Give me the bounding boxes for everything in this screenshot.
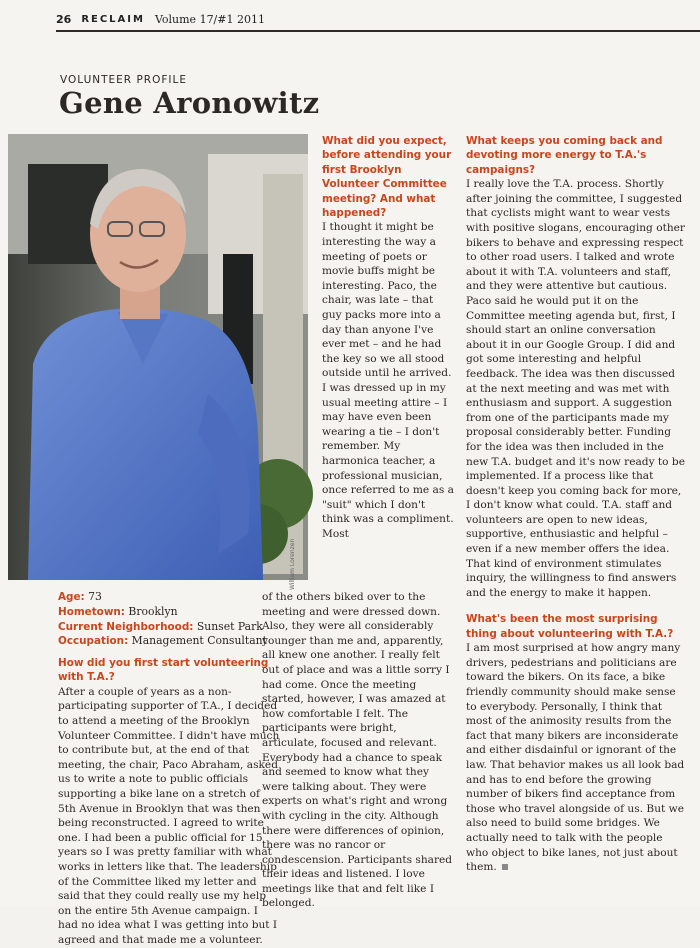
page-number: 26 — [56, 12, 72, 26]
question-1: How did you first start volunteering with T.A.? — [58, 657, 269, 684]
fact-hometown: Hometown: Brooklyn — [58, 604, 178, 618]
running-header — [56, 9, 700, 29]
column-1 — [58, 656, 280, 946]
fact-occupation: Occupation: Management Consultant — [58, 634, 267, 648]
portrait-illustration — [8, 134, 308, 580]
issue-info: Volume 17/#1 2011 — [154, 12, 265, 26]
column-2-top — [322, 134, 454, 588]
answer-1: After a couple of years as a non-participating supporter of T.A., I decided to attend a meeting of the Brooklyn Volunteer Committee. I didn't have much to contribute but, at the end of that meeting, the chair, Paco Abraham, asked us to write a note to public officials supporting a bike lane on a stretch of 5th Avenue in Brooklyn that was then being reconstructed. I agreed to write one. I had been a public official for 15 years so I was pretty familiar with what works in letters like that. The leadership of the Committee liked my letter and said that they could really use my help on the entire 5th Avenue campaign. I had no idea what I was getting into but I agreed and that made me a volunteer. — [58, 685, 280, 946]
header-rule — [56, 30, 700, 32]
column-2-bottom — [262, 590, 454, 910]
question-4: What's been the most surprising thing about volunteering with T.A.? — [466, 613, 674, 640]
page-title: Gene Aronowitz — [59, 86, 320, 120]
magazine-name: RECLAIM — [81, 13, 145, 25]
fact-age: Age: 73 — [58, 590, 102, 603]
answer-3: I really love the T.A. process. Shortly after joining the committee, I suggested that cyclists might want to wear vests with positive slogans, encouraging other bikers to behave and expressing respect to other road users. I talked and wrote about it with T.A. volunteers and staff, and they were attentive but cautious. Paco said he would put it on the Committee meeting agenda but, first, I should start an online conversation about it in our Google Group. I did and got some interesting and helpful feedback. The idea was then discussed at the next meeting and was met with enthusiasm and support. A suggestion from one of the participants made my proposal considerably better. Funding for the idea was then included in the new T.A. budget and it's now ready to be implemented. If a process like that doesn't keep you coming back for more, I don't know what could. T.A. staff and volunteers are open to new ideas, supportive, enthusiastic and helpful – even if a new member offers the idea. That kind of environment stimulates inquiry, the willingness to find answers and the energy to make it happen. — [466, 178, 685, 599]
portrait-photo — [8, 134, 308, 580]
answer-4: I am most surprised at how angry many drivers, pedestrians and politicians are toward the bikers. On its face, a bike friendly community should make sense to everybody. Personally, I think that most of the animosity results from the fact that many bikers are inconsiderate and either disdainful or ignorant of the law. That behavior makes us all look bad and has to end before the growing number of bikers find acceptance from those who travel alongside of us. But we also need to build some bridges. We actually need to talk with the people who object to bike lanes, not just about them. — [466, 642, 685, 874]
photo-credit: William Lorenzen — [289, 538, 296, 590]
fact-neighborhood: Current Neighborhood: Sunset Park — [58, 619, 263, 633]
answer-2-bottom: of the others biked over to the meeting and were dressed down. Also, they were all considerably younger than me and, apparently, all knew one another. I really felt out of place and was a little sorry I had come. Once the meeting started, however, I was amazed at how comfortable I felt. The participants were bright, articulate, focused and relevant. Everybody had a chance to speak and seemed to know what they were talking about. They were experts on what's right and wrong with cycling in the city. Although there were differences of opinion, there was no rancor or condescension. Participants shared their ideas and listened. I love meetings like that and felt like I belonged. — [262, 591, 453, 910]
fact-box — [58, 590, 288, 649]
section-kicker: VOLUNTEER PROFILE — [60, 74, 187, 86]
question-2: What did you expect, before attending your first Brooklyn Volunteer Committee meeting? And what happened? — [322, 135, 452, 220]
column-3 — [466, 134, 688, 886]
question-3: What keeps you coming back and devoting more energy to T.A.'s campaigns? — [466, 135, 663, 176]
end-mark-icon — [502, 864, 508, 870]
answer-2-top: I thought it might be interesting the way a meeting of poets or movie buffs might be interesting. Paco, the chair, was late – that guy packs more into a day than anyone I've ever met – and he had the key so we all stood outside until he arrived. I was dressed up in my usual meeting attire – I may have even been wearing a tie – I don't remember. My harmonica teacher, a professional musician, once referred to me as a "suit" which I don't think was a compliment. Most — [322, 221, 454, 540]
